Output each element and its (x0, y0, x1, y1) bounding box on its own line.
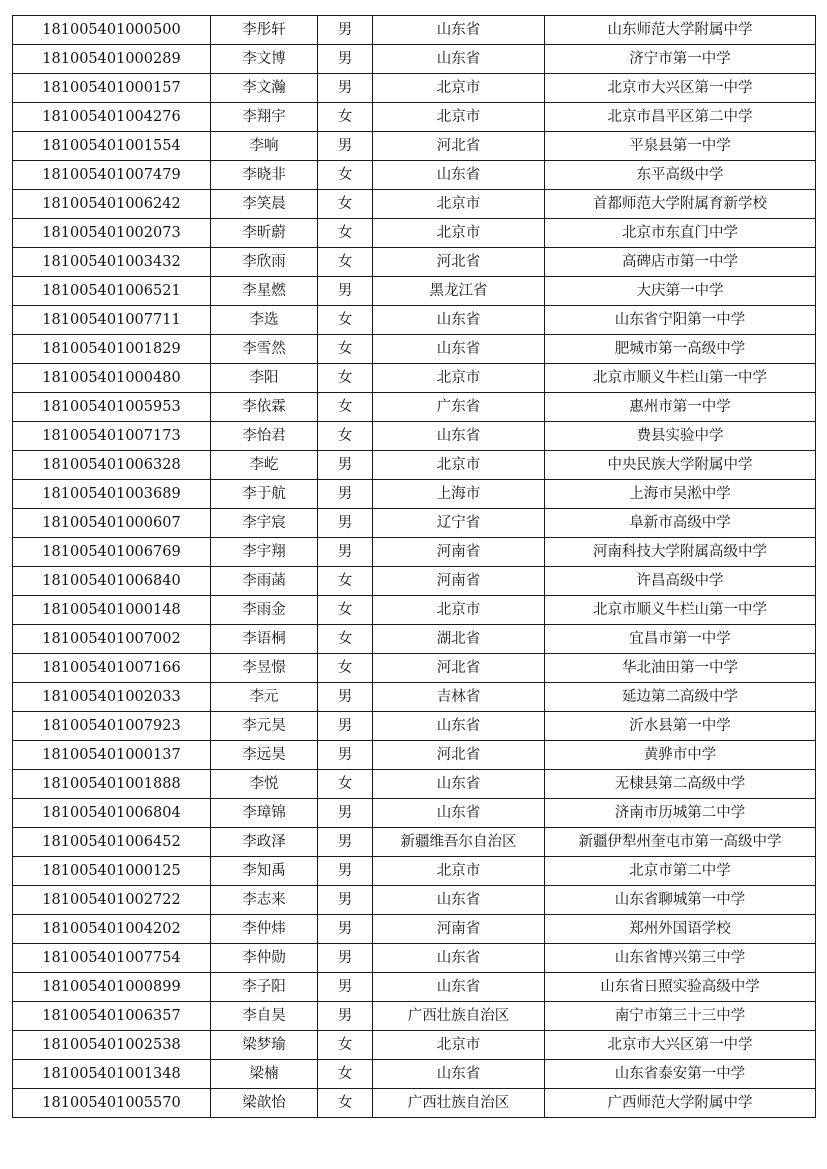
gender-cell: 男 (318, 1002, 373, 1031)
gender-cell: 男 (318, 886, 373, 915)
province-cell: 黑龙江省 (373, 277, 545, 306)
registration-number-cell: 181005401003432 (13, 248, 211, 277)
registration-number-cell: 181005401006840 (13, 567, 211, 596)
province-cell: 山东省 (373, 335, 545, 364)
registration-number-cell: 181005401006804 (13, 799, 211, 828)
gender-cell: 男 (318, 828, 373, 857)
registration-number-cell: 181005401006328 (13, 451, 211, 480)
student-name-cell: 李昱憬 (211, 654, 318, 683)
gender-cell: 女 (318, 1031, 373, 1060)
province-cell: 山东省 (373, 886, 545, 915)
gender-cell: 男 (318, 944, 373, 973)
student-name-cell: 李彤轩 (211, 16, 318, 45)
student-name-cell: 李远昊 (211, 741, 318, 770)
student-name-cell: 李子阳 (211, 973, 318, 1002)
student-name-cell: 李选 (211, 306, 318, 335)
school-cell: 中央民族大学附属中学 (545, 451, 816, 480)
province-cell: 河北省 (373, 741, 545, 770)
table-row (13, 451, 816, 480)
province-cell: 河北省 (373, 654, 545, 683)
province-cell: 河北省 (373, 132, 545, 161)
registration-number-cell: 181005401001829 (13, 335, 211, 364)
student-name-cell: 李欣雨 (211, 248, 318, 277)
gender-cell: 女 (318, 335, 373, 364)
table-row (13, 422, 816, 451)
gender-cell: 女 (318, 567, 373, 596)
gender-cell: 女 (318, 770, 373, 799)
registration-number-cell: 181005401006769 (13, 538, 211, 567)
province-cell: 山东省 (373, 944, 545, 973)
school-cell: 南宁市第三十三中学 (545, 1002, 816, 1031)
gender-cell: 女 (318, 103, 373, 132)
registration-number-cell: 181005401000157 (13, 74, 211, 103)
table-row (13, 857, 816, 886)
registration-number-cell: 181005401007173 (13, 422, 211, 451)
table-row (13, 1089, 816, 1118)
registration-number-cell: 181005401001554 (13, 132, 211, 161)
school-cell: 山东省泰安第一中学 (545, 1060, 816, 1089)
province-cell: 北京市 (373, 1031, 545, 1060)
table-row (13, 509, 816, 538)
province-cell: 北京市 (373, 219, 545, 248)
student-name-cell: 梁梦瑜 (211, 1031, 318, 1060)
registration-number-cell: 181005401001348 (13, 1060, 211, 1089)
student-name-cell: 李笑晨 (211, 190, 318, 219)
registration-number-cell: 181005401000500 (13, 16, 211, 45)
registration-number-cell: 181005401004276 (13, 103, 211, 132)
school-cell: 北京市昌平区第二中学 (545, 103, 816, 132)
province-cell: 河北省 (373, 248, 545, 277)
table-row (13, 828, 816, 857)
school-cell: 惠州市第一中学 (545, 393, 816, 422)
gender-cell: 女 (318, 422, 373, 451)
school-cell: 北京市顺义牛栏山第一中学 (545, 364, 816, 393)
registration-number-cell: 181005401006521 (13, 277, 211, 306)
table-row (13, 277, 816, 306)
registration-number-cell: 181005401000137 (13, 741, 211, 770)
registration-number-cell: 181005401004202 (13, 915, 211, 944)
registration-number-cell: 181005401003689 (13, 480, 211, 509)
registration-number-cell: 181005401006242 (13, 190, 211, 219)
gender-cell: 女 (318, 393, 373, 422)
student-name-cell: 李自昊 (211, 1002, 318, 1031)
table-row (13, 944, 816, 973)
table-row (13, 74, 816, 103)
student-name-cell: 李翔宇 (211, 103, 318, 132)
school-cell: 济宁市第一中学 (545, 45, 816, 74)
province-cell: 山东省 (373, 16, 545, 45)
registration-number-cell: 181005401007166 (13, 654, 211, 683)
school-cell: 北京市大兴区第一中学 (545, 1031, 816, 1060)
registration-number-cell: 181005401005570 (13, 1089, 211, 1118)
table-row (13, 567, 816, 596)
student-name-cell: 李文瀚 (211, 74, 318, 103)
student-name-cell: 李依霖 (211, 393, 318, 422)
province-cell: 山东省 (373, 712, 545, 741)
province-cell: 山东省 (373, 422, 545, 451)
registration-number-cell: 181005401001888 (13, 770, 211, 799)
school-cell: 北京市东直门中学 (545, 219, 816, 248)
province-cell: 山东省 (373, 770, 545, 799)
school-cell: 许昌高级中学 (545, 567, 816, 596)
registration-number-cell: 181005401002722 (13, 886, 211, 915)
province-cell: 北京市 (373, 364, 545, 393)
student-name-cell: 李宇宸 (211, 509, 318, 538)
student-name-cell: 李知禹 (211, 857, 318, 886)
table-row (13, 161, 816, 190)
table-row (13, 1031, 816, 1060)
roster-body (13, 16, 816, 1118)
table-row (13, 538, 816, 567)
school-cell: 山东师范大学附属中学 (545, 16, 816, 45)
registration-number-cell: 181005401007002 (13, 625, 211, 654)
school-cell: 北京市第二中学 (545, 857, 816, 886)
registration-number-cell: 181005401000148 (13, 596, 211, 625)
school-cell: 肥城市第一高级中学 (545, 335, 816, 364)
province-cell: 山东省 (373, 45, 545, 74)
gender-cell: 女 (318, 364, 373, 393)
registration-number-cell: 181005401007711 (13, 306, 211, 335)
table-row (13, 364, 816, 393)
registration-number-cell: 181005401005953 (13, 393, 211, 422)
table-row (13, 973, 816, 1002)
school-cell: 无棣县第二高级中学 (545, 770, 816, 799)
province-cell: 吉林省 (373, 683, 545, 712)
table-row (13, 625, 816, 654)
student-name-cell: 李屹 (211, 451, 318, 480)
table-row (13, 886, 816, 915)
student-roster-table (12, 15, 816, 1118)
table-row (13, 132, 816, 161)
province-cell: 广西壮族自治区 (373, 1002, 545, 1031)
registration-number-cell: 181005401002073 (13, 219, 211, 248)
registration-number-cell: 181005401000899 (13, 973, 211, 1002)
gender-cell: 男 (318, 45, 373, 74)
gender-cell: 男 (318, 712, 373, 741)
student-name-cell: 李雨金 (211, 596, 318, 625)
table-row (13, 770, 816, 799)
student-name-cell: 李文博 (211, 45, 318, 74)
gender-cell: 女 (318, 1089, 373, 1118)
registration-number-cell: 181005401006357 (13, 1002, 211, 1031)
province-cell: 辽宁省 (373, 509, 545, 538)
table-row (13, 480, 816, 509)
student-name-cell: 李元昊 (211, 712, 318, 741)
registration-number-cell: 181005401007479 (13, 161, 211, 190)
table-row (13, 596, 816, 625)
school-cell: 新疆伊犁州奎屯市第一高级中学 (545, 828, 816, 857)
school-cell: 沂水县第一中学 (545, 712, 816, 741)
province-cell: 北京市 (373, 74, 545, 103)
province-cell: 河南省 (373, 915, 545, 944)
school-cell: 阜新市高级中学 (545, 509, 816, 538)
province-cell: 湖北省 (373, 625, 545, 654)
gender-cell: 女 (318, 219, 373, 248)
school-cell: 费县实验中学 (545, 422, 816, 451)
province-cell: 北京市 (373, 103, 545, 132)
province-cell: 北京市 (373, 190, 545, 219)
student-name-cell: 李怡君 (211, 422, 318, 451)
registration-number-cell: 181005401007923 (13, 712, 211, 741)
gender-cell: 男 (318, 451, 373, 480)
gender-cell: 男 (318, 538, 373, 567)
province-cell: 山东省 (373, 799, 545, 828)
student-name-cell: 李雪然 (211, 335, 318, 364)
school-cell: 山东省博兴第三中学 (545, 944, 816, 973)
school-cell: 大庆第一中学 (545, 277, 816, 306)
student-name-cell: 李阳 (211, 364, 318, 393)
school-cell: 郑州外国语学校 (545, 915, 816, 944)
province-cell: 山东省 (373, 1060, 545, 1089)
province-cell: 山东省 (373, 973, 545, 1002)
school-cell: 山东省聊城第一中学 (545, 886, 816, 915)
table-row (13, 190, 816, 219)
gender-cell: 女 (318, 248, 373, 277)
gender-cell: 男 (318, 480, 373, 509)
registration-number-cell: 181005401007754 (13, 944, 211, 973)
registration-number-cell: 181005401002538 (13, 1031, 211, 1060)
province-cell: 北京市 (373, 596, 545, 625)
province-cell: 上海市 (373, 480, 545, 509)
table-row (13, 799, 816, 828)
student-name-cell: 梁楠 (211, 1060, 318, 1089)
gender-cell: 男 (318, 973, 373, 1002)
registration-number-cell: 181005401006452 (13, 828, 211, 857)
province-cell: 山东省 (373, 161, 545, 190)
gender-cell: 女 (318, 596, 373, 625)
student-name-cell: 李星燃 (211, 277, 318, 306)
school-cell: 济南市历城第二中学 (545, 799, 816, 828)
school-cell: 首都师范大学附属育新学校 (545, 190, 816, 219)
student-name-cell: 李元 (211, 683, 318, 712)
registration-number-cell: 181005401000289 (13, 45, 211, 74)
student-name-cell: 李昕蔚 (211, 219, 318, 248)
student-name-cell: 李雨菡 (211, 567, 318, 596)
gender-cell: 男 (318, 683, 373, 712)
table-row (13, 1002, 816, 1031)
registration-number-cell: 181005401000480 (13, 364, 211, 393)
school-cell: 黄骅市中学 (545, 741, 816, 770)
table-row (13, 16, 816, 45)
student-name-cell: 李于航 (211, 480, 318, 509)
table-row (13, 335, 816, 364)
gender-cell: 男 (318, 74, 373, 103)
table-row (13, 654, 816, 683)
gender-cell: 男 (318, 799, 373, 828)
school-cell: 高碑店市第一中学 (545, 248, 816, 277)
table-row (13, 248, 816, 277)
school-cell: 北京市大兴区第一中学 (545, 74, 816, 103)
student-name-cell: 李仲勋 (211, 944, 318, 973)
registration-number-cell: 181005401002033 (13, 683, 211, 712)
province-cell: 北京市 (373, 857, 545, 886)
student-name-cell: 李仲炜 (211, 915, 318, 944)
gender-cell: 女 (318, 190, 373, 219)
table-row (13, 683, 816, 712)
province-cell: 广西壮族自治区 (373, 1089, 545, 1118)
school-cell: 河南科技大学附属高级中学 (545, 538, 816, 567)
student-name-cell: 李宇翔 (211, 538, 318, 567)
table-row (13, 393, 816, 422)
gender-cell: 男 (318, 741, 373, 770)
school-cell: 延边第二高级中学 (545, 683, 816, 712)
registration-number-cell: 181005401000125 (13, 857, 211, 886)
school-cell: 宜昌市第一中学 (545, 625, 816, 654)
table-row (13, 45, 816, 74)
student-name-cell: 梁歆怡 (211, 1089, 318, 1118)
gender-cell: 男 (318, 132, 373, 161)
province-cell: 山东省 (373, 306, 545, 335)
school-cell: 华北油田第一中学 (545, 654, 816, 683)
province-cell: 河南省 (373, 538, 545, 567)
province-cell: 北京市 (373, 451, 545, 480)
school-cell: 山东省宁阳第一中学 (545, 306, 816, 335)
province-cell: 新疆维吾尔自治区 (373, 828, 545, 857)
province-cell: 河南省 (373, 567, 545, 596)
gender-cell: 女 (318, 306, 373, 335)
gender-cell: 男 (318, 857, 373, 886)
gender-cell: 男 (318, 509, 373, 538)
table-row (13, 915, 816, 944)
gender-cell: 男 (318, 16, 373, 45)
school-cell: 广西师范大学附属中学 (545, 1089, 816, 1118)
school-cell: 山东省日照实验高级中学 (545, 973, 816, 1002)
gender-cell: 女 (318, 625, 373, 654)
student-name-cell: 李语桐 (211, 625, 318, 654)
school-cell: 东平高级中学 (545, 161, 816, 190)
table-row (13, 1060, 816, 1089)
registration-number-cell: 181005401000607 (13, 509, 211, 538)
student-name-cell: 李晓非 (211, 161, 318, 190)
gender-cell: 女 (318, 161, 373, 190)
table-row (13, 712, 816, 741)
table-row (13, 741, 816, 770)
student-name-cell: 李志来 (211, 886, 318, 915)
student-name-cell: 李璋锦 (211, 799, 318, 828)
table-row (13, 219, 816, 248)
student-name-cell: 李政泽 (211, 828, 318, 857)
student-name-cell: 李悦 (211, 770, 318, 799)
gender-cell: 女 (318, 1060, 373, 1089)
student-name-cell: 李响 (211, 132, 318, 161)
school-cell: 平泉县第一中学 (545, 132, 816, 161)
table-row (13, 306, 816, 335)
gender-cell: 男 (318, 277, 373, 306)
school-cell: 上海市吴淞中学 (545, 480, 816, 509)
gender-cell: 男 (318, 915, 373, 944)
school-cell: 北京市顺义牛栏山第一中学 (545, 596, 816, 625)
province-cell: 广东省 (373, 393, 545, 422)
table-row (13, 103, 816, 132)
gender-cell: 女 (318, 654, 373, 683)
